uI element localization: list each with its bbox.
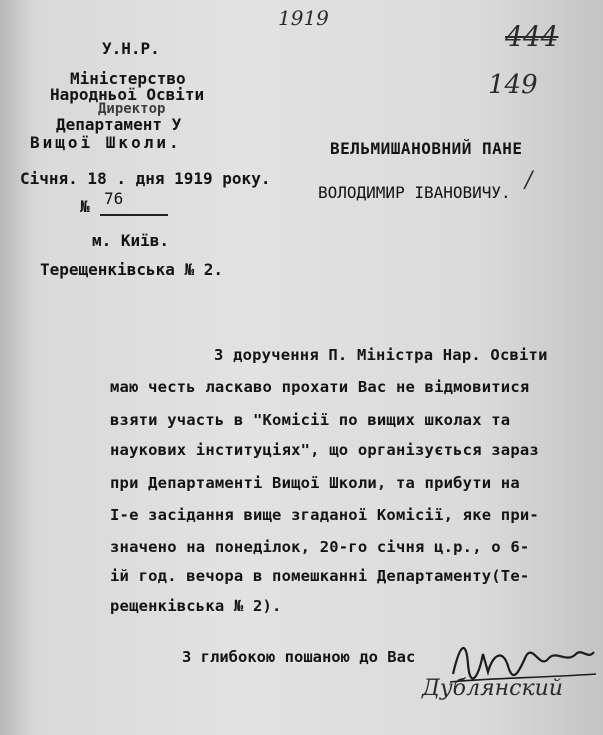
header-unr: У.Н.Р. <box>102 39 160 58</box>
header-public-education: Народньої Освіти <box>50 85 205 104</box>
body-line-3: взяти участь в "Комісії по вищих школах та <box>110 411 511 429</box>
signature-name: Дублянский <box>422 676 563 701</box>
header-department: Департамент У <box>56 115 182 134</box>
body-line-8: ій год. вечора в помешканні Департаменту(Те- <box>110 567 530 585</box>
body-line-1: З доручення П. Міністра Нар. Освіти <box>214 346 548 364</box>
handwritten-number-top: 444 <box>505 20 559 53</box>
header-ministry: Міністерство <box>70 69 186 88</box>
handwritten-year: 1919 <box>278 6 329 30</box>
header-address: Терещенківська № 2. <box>40 260 224 279</box>
header-director: Директор <box>98 101 166 117</box>
body-line-7: значено на понеділок, 20-го січня ц.р., о 6- <box>110 538 530 556</box>
body-line-4: наукових інституціях", що організується зараз <box>110 441 539 459</box>
handwritten-number-bottom: 149 <box>488 70 538 100</box>
header-higher-school: Вищої Школи. <box>30 133 182 152</box>
addressee-tick: / <box>525 168 533 193</box>
header-date: Січня. 18 . дня 1919 року. <box>20 169 271 188</box>
body-line-9: рещенківська № 2). <box>110 597 282 615</box>
header-city: м. Київ. <box>92 231 170 250</box>
header-number-label: № <box>80 197 90 216</box>
header-number-value: 76 <box>104 189 124 208</box>
salutation: ВЕЛЬМИШАНОВНИЙ ПАНЕ <box>330 139 523 158</box>
addressee-name: ВОЛОДИМИР ІВАНОВИЧУ. <box>318 183 511 202</box>
body-line-5: при Департаменті Вищої Школи, та прибути на <box>110 474 520 492</box>
body-line-2: маю честь ласкаво прохати Вас не відмовитися <box>110 378 530 396</box>
closing: З глибокою пошаною до Вас <box>182 648 416 666</box>
number-underline <box>100 214 168 216</box>
body-line-6: І-е засідання вище згаданої Комісії, яке при- <box>110 506 539 524</box>
